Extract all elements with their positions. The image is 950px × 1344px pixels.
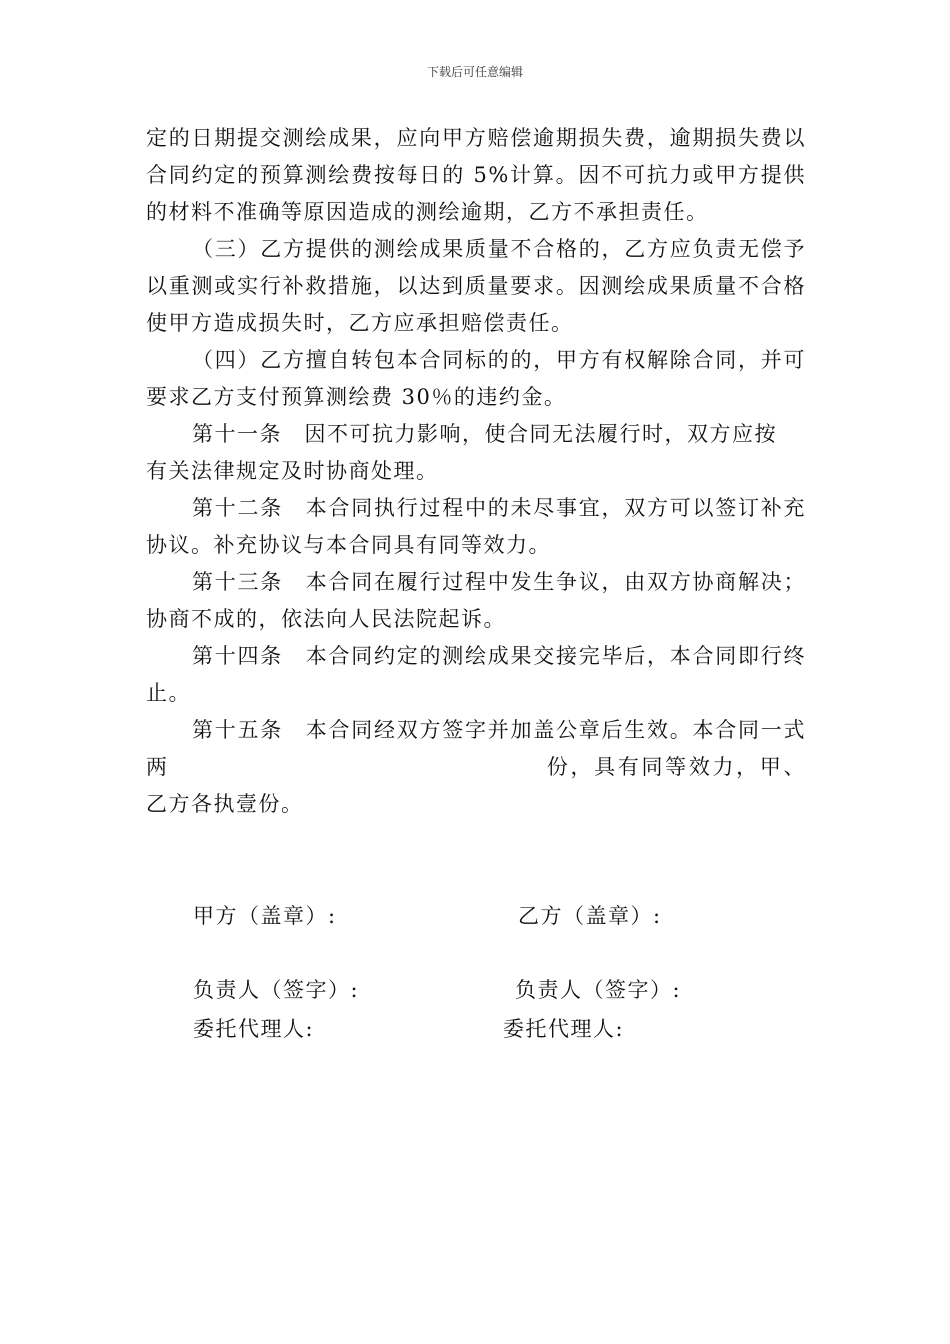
party-b-seal-label: 乙方（盖章）: <box>518 904 662 928</box>
paragraph-subcontract-clause: （四）乙方擅自转包本合同标的的，甲方有权解除合同，并可要求乙方支付预算测绘费 30％的违约金。 <box>146 348 806 409</box>
paragraph-article-14: 第十四条 本合同约定的测绘成果交接完毕后，本合同即行终止。 <box>146 644 806 705</box>
paragraph-article-11-line1: 第十一条 因不可抗力影响，使合同无法履行时，双方应按 <box>192 422 777 446</box>
article-15-part2: 份，具有同等效力，甲、乙方各执壹份。 <box>146 755 807 816</box>
party-b-responsible-label: 负责人（签字）: <box>515 978 682 1002</box>
party-a-seal-label: 甲方（盖章）: <box>193 904 337 928</box>
contract-body <box>146 120 806 823</box>
party-a-agent-label: 委托代理人: <box>193 1017 315 1041</box>
party-b-agent-label: 委托代理人: <box>503 1017 625 1041</box>
paragraph-article-13: 第十三条 本合同在履行过程中发生争议，由双方协商解决；协商不成的，依法向人民法院起诉。 <box>146 570 806 631</box>
party-a-responsible-label: 负责人（签字）: <box>193 978 360 1002</box>
paragraph-article-15 <box>146 712 806 823</box>
paragraph-article-11-line2: 有关法律规定及时协商处理。 <box>146 459 439 483</box>
article-15-part1: 第十五条 本合同经双方签字并加盖公章后生效。本合同一式两 <box>146 718 806 779</box>
paragraph-article-12: 第十二条 本合同执行过程中的未尽事宜，双方可以签订补充协议。补充协议与本合同具有同等效力。 <box>146 496 806 557</box>
page-header-note: 下载后可任意编辑 <box>426 65 523 79</box>
paragraph-delay-liability: 定的日期提交测绘成果，应向甲方赔偿逾期损失费，逾期损失费以合同约定的预算测绘费按每日的 5%计算。因不可抗力或甲方提供的材料不准确等原因造成的测绘逾期，乙方不承担责任。 <box>146 126 806 224</box>
paragraph-quality-clause: （三）乙方提供的测绘成果质量不合格的，乙方应负责无偿予以重测或实行补救措施，以达到质量要求。因测绘成果质量不合格使甲方造成损失时，乙方应承担赔偿责任。 <box>146 237 806 335</box>
